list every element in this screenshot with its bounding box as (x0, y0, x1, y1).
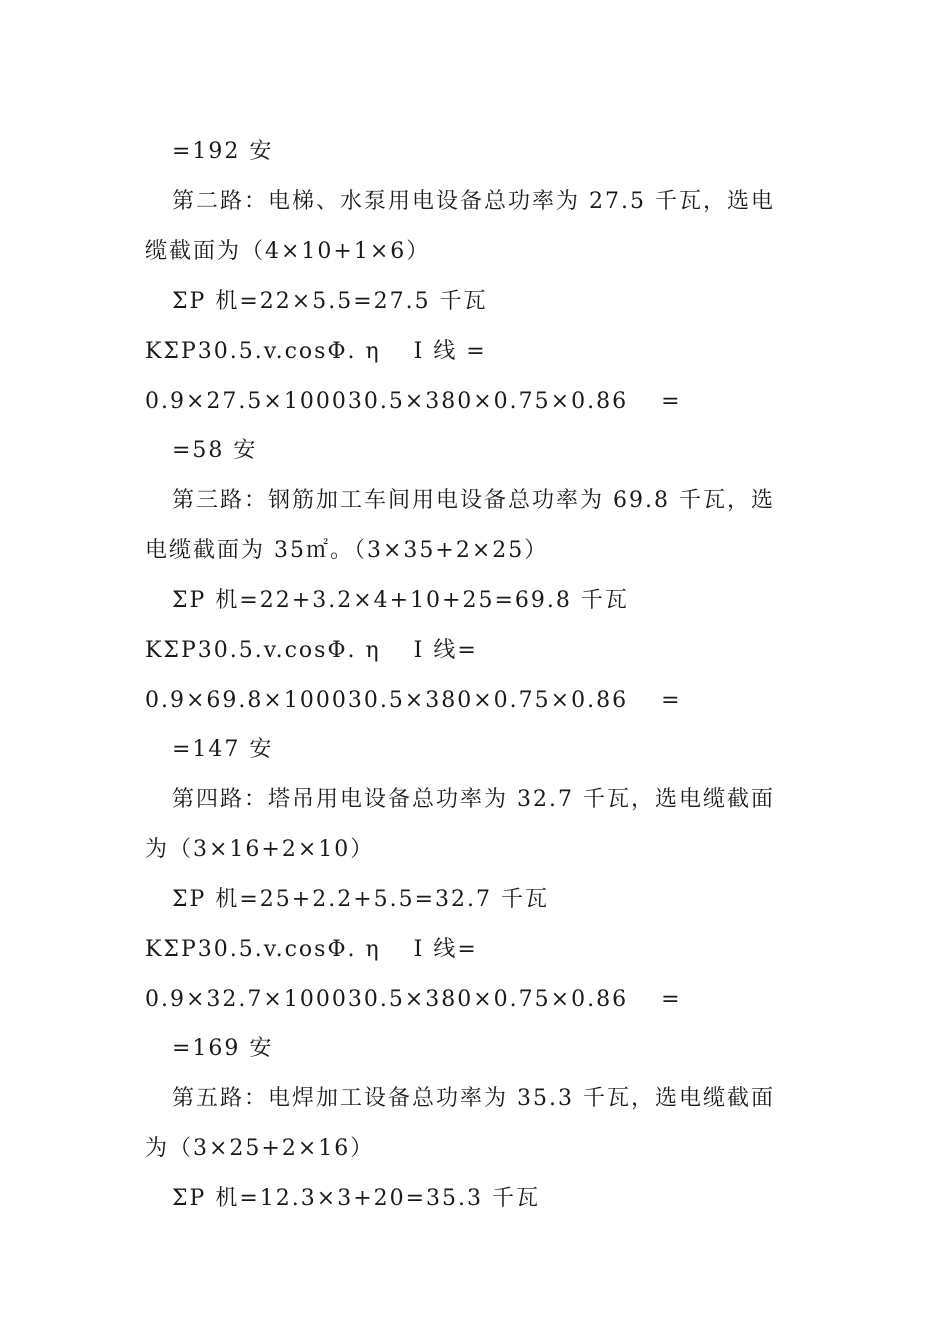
text-line-result-58: =58 安 (172, 438, 258, 463)
text-line-result-169: =169 安 (172, 1036, 274, 1061)
text-line-circuit-2-calculation: 0.9×27.5×100030.5×380×0.75×0.86 = (145, 389, 682, 414)
text-line-circuit-2-power-sum: ΣP 机=22×5.5=27.5 千瓦 (172, 289, 488, 314)
text-line-circuit-4-formula: KΣP30.5.v.cosΦ. η I 线= (145, 937, 478, 962)
text-line-circuit-3-power-sum: ΣP 机=22+3.2×4+10+25=69.8 千瓦 (172, 588, 629, 613)
text-line-circuit-3-heading: 第三路：钢筋加工车间用电设备总功率为 69.8 千瓦，选 (172, 488, 775, 513)
text-line-circuit-4-calculation: 0.9×32.7×100030.5×380×0.75×0.86 = (145, 987, 682, 1012)
text-line-circuit-3-calculation: 0.9×69.8×100030.5×380×0.75×0.86 = (145, 688, 682, 713)
text-line-circuit-2-formula: KΣP30.5.v.cosΦ. η I 线 = (145, 339, 487, 364)
text-line-circuit-2-heading: 第二路：电梯、水泵用电设备总功率为 27.5 千瓦，选电 (172, 189, 775, 214)
text-line-circuit-2-cable: 缆截面为（4×10+1×6） (145, 239, 431, 264)
text-line-circuit-5-power-sum: ΣP 机=12.3×3+20=35.3 千瓦 (172, 1186, 541, 1211)
text-line-result-147: =147 安 (172, 737, 274, 762)
text-line-circuit-3-formula: KΣP30.5.v.cosΦ. η I 线= (145, 638, 478, 663)
text-line-circuit-4-power-sum: ΣP 机=25+2.2+5.5=32.7 千瓦 (172, 887, 550, 912)
text-line-result-192: =192 安 (172, 139, 274, 164)
text-line-circuit-4-cable: 为（3×16+2×10） (145, 837, 375, 862)
text-line-circuit-5-heading: 第五路：电焊加工设备总功率为 35.3 千瓦，选电缆截面 (172, 1086, 775, 1111)
text-line-circuit-5-cable: 为（3×25+2×16） (145, 1136, 375, 1161)
text-line-circuit-3-cable: 电缆截面为 35㎡。（3×35+2×25） (145, 538, 549, 563)
text-line-circuit-4-heading: 第四路：塔吊用电设备总功率为 32.7 千瓦，选电缆截面 (172, 787, 775, 812)
